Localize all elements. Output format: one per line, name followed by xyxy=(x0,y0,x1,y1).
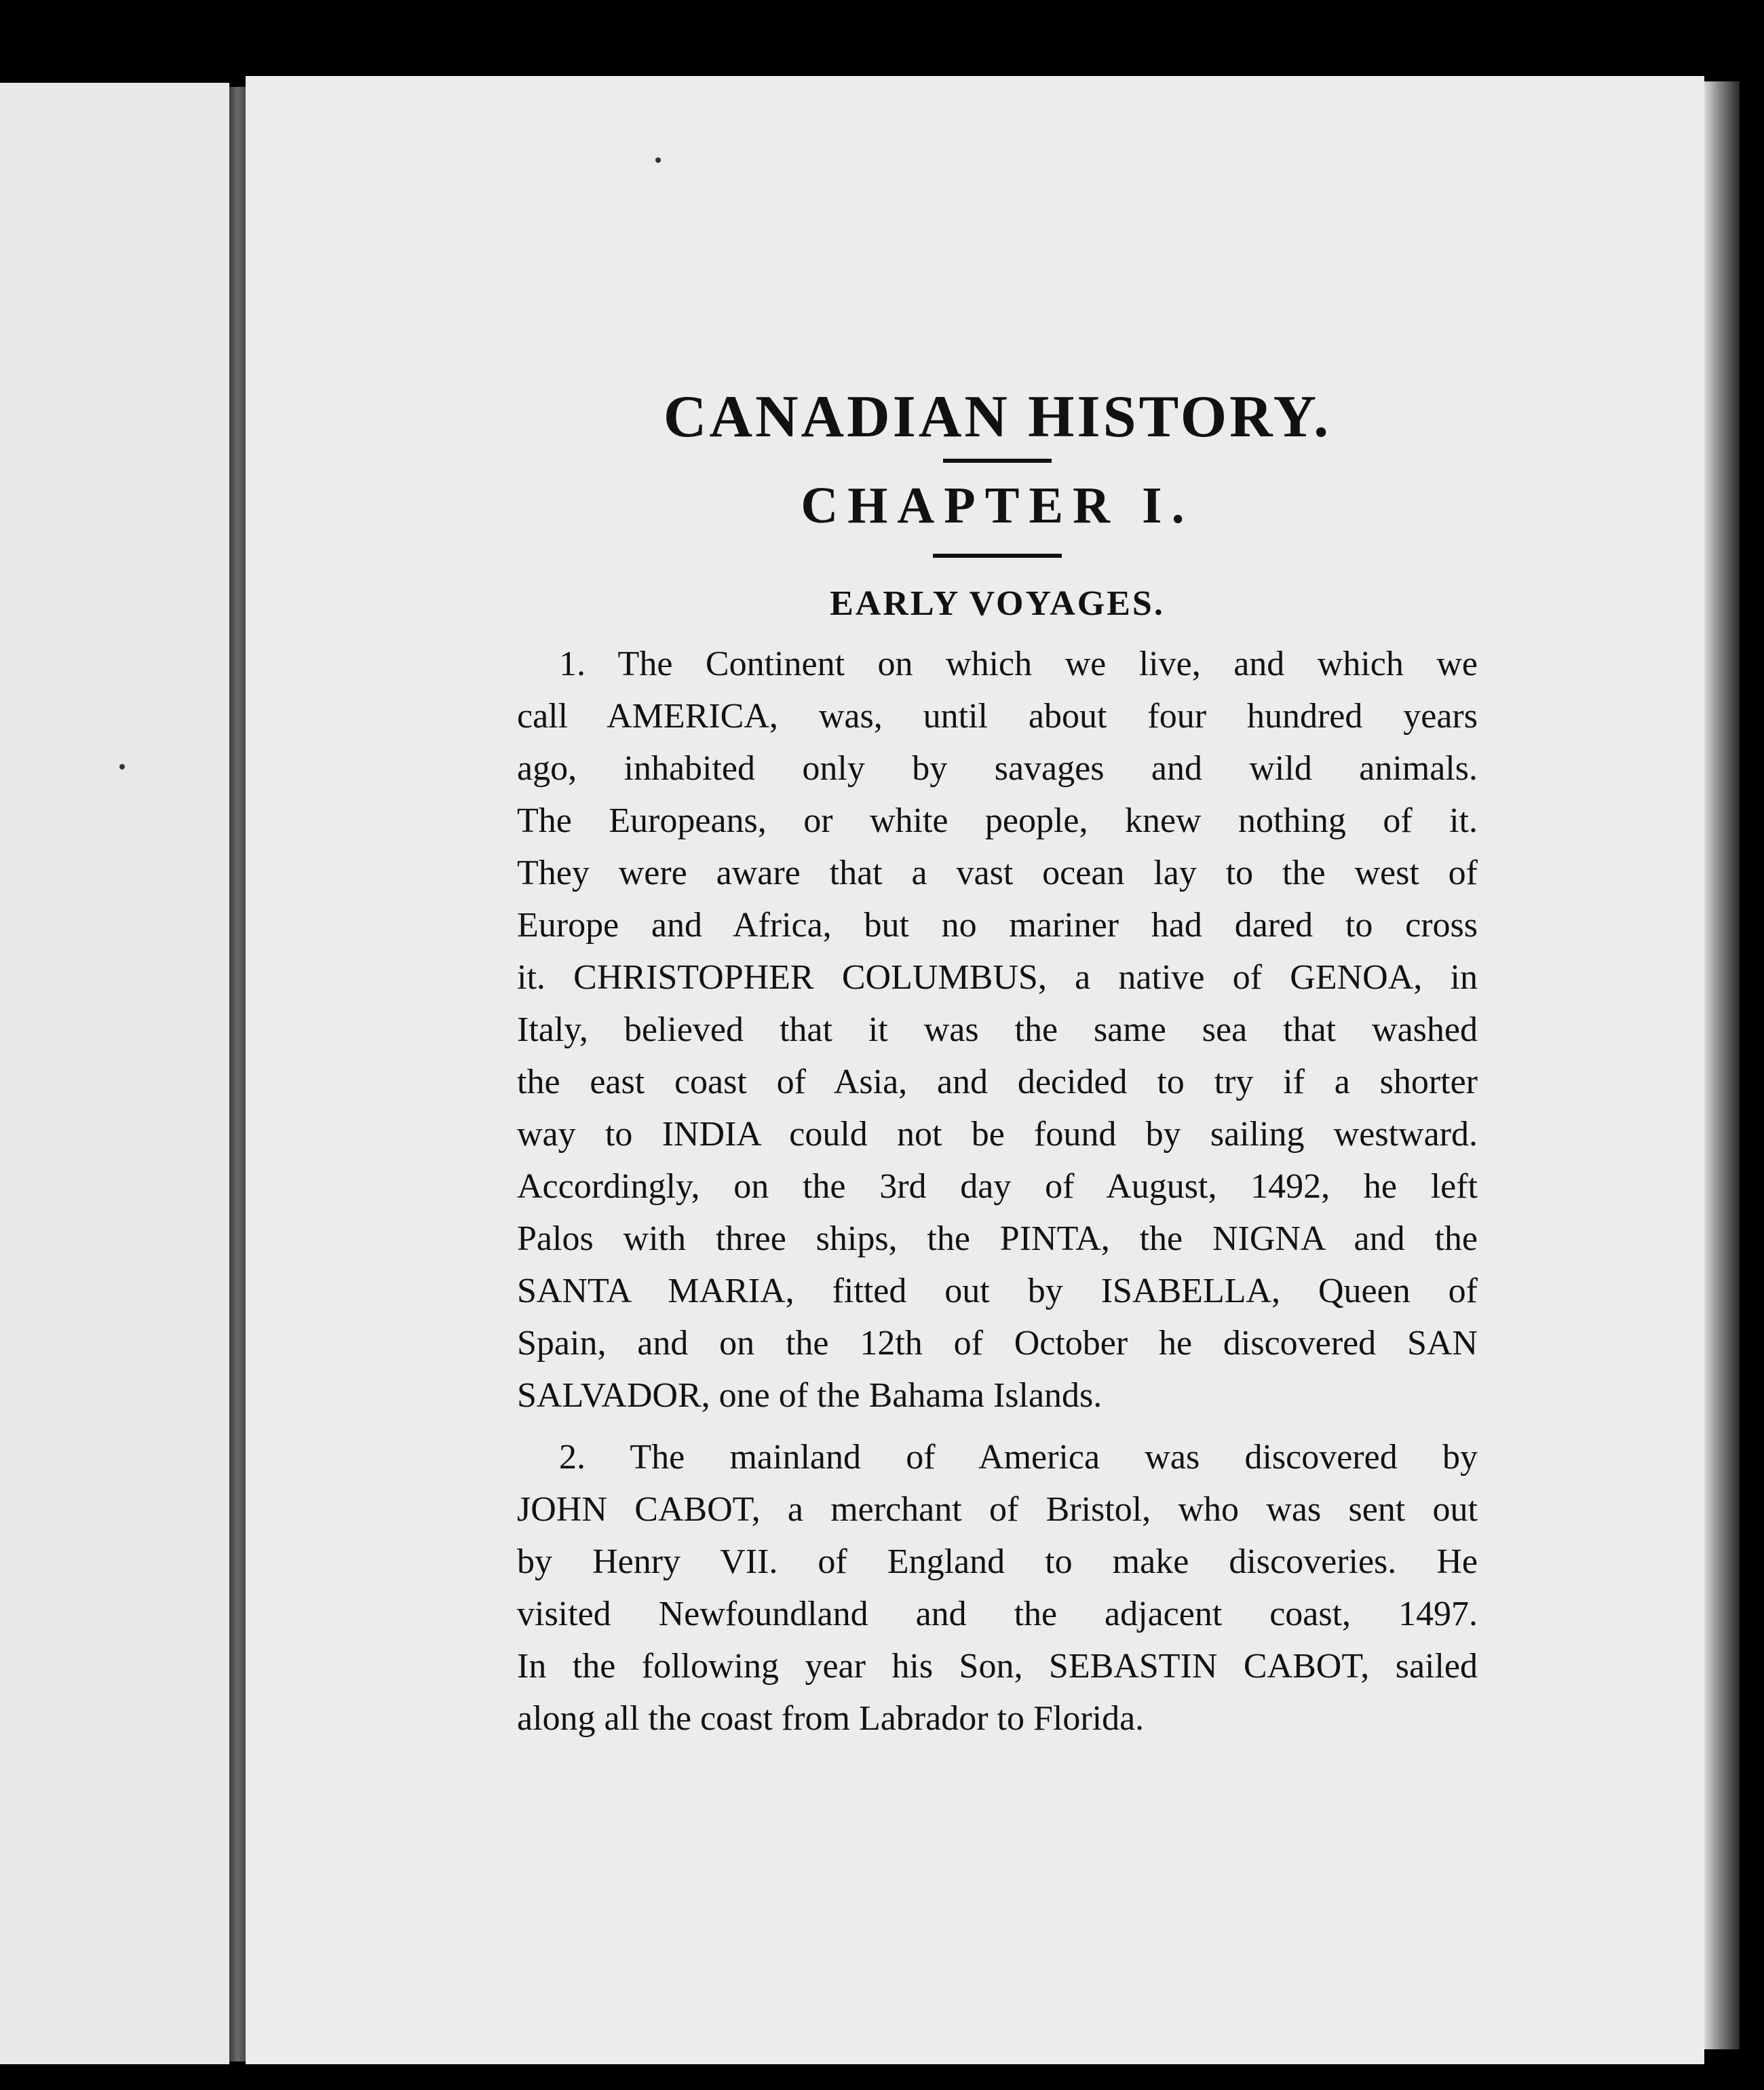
scan-speck xyxy=(119,764,125,770)
text-line: Spain, and on the 12th of October he discovered SAN xyxy=(517,1324,1478,1363)
text-line: 1. The Continent on which we live, and which we xyxy=(559,645,1478,683)
chapter-heading: CHAPTER I. xyxy=(801,477,1194,534)
text-line: They were aware that a vast ocean lay to the west of xyxy=(517,854,1478,892)
chapter-rule xyxy=(933,554,1062,558)
page-content xyxy=(517,380,1478,1745)
text-line: by Henry VII. of England to make discoveries. He xyxy=(517,1542,1478,1581)
page-edge-shadow xyxy=(1704,81,1740,2049)
scan-speck xyxy=(655,157,661,163)
text-line: Palos with three ships, the PINTA, the NIGNA and the xyxy=(517,1219,1478,1258)
text-line: In the following year his Son, SEBASTIN CABOT, sailed xyxy=(517,1647,1478,1686)
text-line: JOHN CABOT, a merchant of Bristol, who was sent out xyxy=(517,1490,1478,1529)
paragraph-1 xyxy=(517,638,1478,1422)
text-line: The Europeans, or white people, knew nothing of it. xyxy=(517,801,1478,840)
paragraph-2 xyxy=(517,1431,1478,1745)
text-line: Europe and Africa, but no mariner had dared to cross xyxy=(517,906,1478,945)
text-line: it. CHRISTOPHER COLUMBUS, a native of GENOA, in xyxy=(517,958,1478,997)
text-line: way to INDIA could not be found by sailing westward. xyxy=(517,1115,1478,1154)
text-line: call AMERICA, was, until about four hundred years xyxy=(517,697,1478,736)
book-spine-gutter xyxy=(229,87,246,2062)
title-rule xyxy=(943,459,1052,463)
left-page-blank xyxy=(0,83,229,2064)
text-line: Accordingly, on the 3rd day of August, 1492, he left xyxy=(517,1167,1478,1206)
text-line: visited Newfoundland and the adjacent coast, 1497. xyxy=(517,1595,1478,1633)
text-line: SALVADOR, one of the Bahama Islands. xyxy=(517,1376,1102,1415)
section-heading: EARLY VOYAGES. xyxy=(830,584,1165,623)
text-line: 2. The mainland of America was discovered by xyxy=(559,1438,1478,1477)
text-line: ago, inhabited only by savages and wild animals. xyxy=(517,749,1478,788)
text-line: the east coast of Asia, and decided to try if a shorter xyxy=(517,1063,1478,1101)
text-line: Italy, believed that it was the same sea that washed xyxy=(517,1010,1478,1049)
text-line: SANTA MARIA, fitted out by ISABELLA, Queen of xyxy=(517,1272,1478,1310)
text-line: along all the coast from Labrador to Florida. xyxy=(517,1699,1145,1738)
paragraph-gap xyxy=(517,1422,1478,1431)
book-title: CANADIAN HISTORY. xyxy=(663,384,1332,450)
